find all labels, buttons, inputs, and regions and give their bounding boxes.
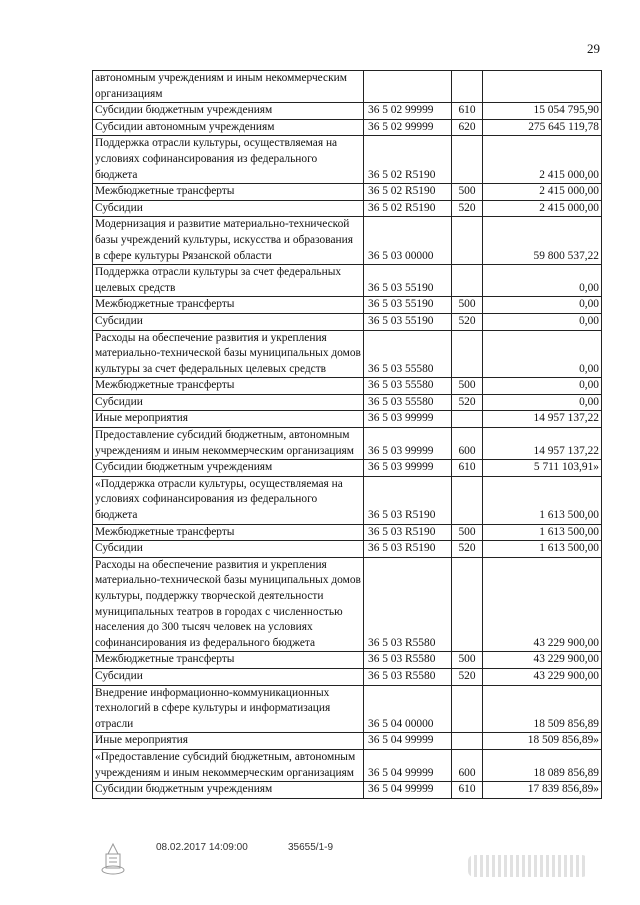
row-code: 36 5 02 99999 <box>364 119 452 136</box>
row-code: 36 5 03 99999 <box>364 460 452 477</box>
table-row <box>93 394 602 411</box>
row-code: 36 5 03 55190 <box>364 297 452 314</box>
table-row <box>93 71 602 103</box>
row-code: 36 5 03 R5190 <box>364 524 452 541</box>
row-sum: 0,00 <box>483 378 602 395</box>
footer-datetime: 08.02.2017 14:09:00 <box>156 842 248 853</box>
table-row <box>93 668 602 685</box>
table-body <box>93 71 602 799</box>
table-row <box>93 749 602 781</box>
row-code <box>364 71 452 103</box>
row-sum: 18 089 856,89 <box>483 749 602 781</box>
row-sum: 0,00 <box>483 297 602 314</box>
row-expense-type: 520 <box>452 541 483 558</box>
row-name: Субсидии бюджетным учреждениям <box>93 782 364 799</box>
row-code: 36 5 04 99999 <box>364 749 452 781</box>
row-sum: 1 613 500,00 <box>483 476 602 524</box>
row-code: 36 5 03 55580 <box>364 378 452 395</box>
row-name: «Предоставление субсидий бюджетным, автономным учреждениям и иным некоммерческим организациям <box>93 749 364 781</box>
row-name: Межбюджетные трансферты <box>93 378 364 395</box>
table-row <box>93 265 602 297</box>
row-code: 36 5 03 R5580 <box>364 557 452 652</box>
row-sum: 1 613 500,00 <box>483 524 602 541</box>
row-name: Модернизация и развитие материально-технической базы учреждений культуры, искусства и образования в сфере культуры Рязанской области <box>93 217 364 265</box>
row-expense-type <box>452 217 483 265</box>
row-code: 36 5 04 99999 <box>364 782 452 799</box>
row-name: Межбюджетные трансферты <box>93 652 364 669</box>
row-name: Субсидии <box>93 541 364 558</box>
row-expense-type <box>452 685 483 733</box>
row-sum: 0,00 <box>483 265 602 297</box>
row-sum: 5 711 103,91» <box>483 460 602 477</box>
row-code: 36 5 03 R5580 <box>364 652 452 669</box>
row-code: 36 5 03 R5580 <box>364 668 452 685</box>
row-expense-type: 520 <box>452 313 483 330</box>
table-row <box>93 733 602 750</box>
row-code: 36 5 03 55190 <box>364 313 452 330</box>
row-sum: 14 957 137,22 <box>483 411 602 428</box>
row-sum: 43 229 900,00 <box>483 668 602 685</box>
row-expense-type: 520 <box>452 394 483 411</box>
row-code: 36 5 03 99999 <box>364 428 452 460</box>
row-name: Межбюджетные трансферты <box>93 297 364 314</box>
table-row <box>93 330 602 378</box>
row-expense-type: 520 <box>452 200 483 217</box>
table-row <box>93 119 602 136</box>
row-sum: 0,00 <box>483 394 602 411</box>
faded-watermark-icon <box>468 855 588 877</box>
row-name: Иные мероприятия <box>93 411 364 428</box>
row-name: Поддержка отрасли культуры за счет федеральных целевых средств <box>93 265 364 297</box>
row-expense-type: 600 <box>452 428 483 460</box>
footer-doc-number: 35655/1-9 <box>288 842 334 853</box>
row-sum: 43 229 900,00 <box>483 652 602 669</box>
table-row <box>93 297 602 314</box>
row-name: Межбюджетные трансферты <box>93 184 364 201</box>
row-code: 36 5 02 99999 <box>364 103 452 120</box>
table-row <box>93 460 602 477</box>
table-row <box>93 782 602 799</box>
row-sum: 2 415 000,00 <box>483 200 602 217</box>
row-name: автономным учреждениям и иным некоммерческим организациям <box>93 71 364 103</box>
row-sum: 15 054 795,90 <box>483 103 602 120</box>
table-row <box>93 652 602 669</box>
row-code: 36 5 02 R5190 <box>364 184 452 201</box>
row-expense-type: 500 <box>452 524 483 541</box>
printer-stamp-icon <box>100 840 126 881</box>
row-code: 36 5 03 55190 <box>364 265 452 297</box>
row-sum: 0,00 <box>483 313 602 330</box>
row-name: Субсидии <box>93 394 364 411</box>
row-code: 36 5 03 55580 <box>364 394 452 411</box>
row-sum: 2 415 000,00 <box>483 136 602 184</box>
row-name: Расходы на обеспечение развития и укрепления материально-технической базы муниципальных домов культуры за счет федеральных целевых средств <box>93 330 364 378</box>
row-sum <box>483 71 602 103</box>
row-sum: 1 613 500,00 <box>483 541 602 558</box>
row-expense-type: 610 <box>452 103 483 120</box>
row-sum: 14 957 137,22 <box>483 428 602 460</box>
table-row <box>93 217 602 265</box>
row-expense-type: 520 <box>452 668 483 685</box>
row-name: Межбюджетные трансферты <box>93 524 364 541</box>
row-expense-type <box>452 557 483 652</box>
row-code: 36 5 03 55580 <box>364 330 452 378</box>
table-row <box>93 476 602 524</box>
row-name: Иные мероприятия <box>93 733 364 750</box>
row-name: Расходы на обеспечение развития и укрепления материально-технической базы муниципальных домов культуры, поддержку творческой деятельности муниципальных театров в городах с численностью населения до 300 тысяч человек на условиях софинансирования из федерального бюджета <box>93 557 364 652</box>
table-row <box>93 313 602 330</box>
row-expense-type: 600 <box>452 749 483 781</box>
row-expense-type: 500 <box>452 378 483 395</box>
row-expense-type <box>452 330 483 378</box>
table-row <box>93 411 602 428</box>
row-sum: 2 415 000,00 <box>483 184 602 201</box>
row-sum: 18 509 856,89 <box>483 685 602 733</box>
row-expense-type: 500 <box>452 297 483 314</box>
row-expense-type: 620 <box>452 119 483 136</box>
row-sum: 59 800 537,22 <box>483 217 602 265</box>
table-row <box>93 184 602 201</box>
table-row <box>93 136 602 184</box>
row-expense-type <box>452 476 483 524</box>
row-expense-type: 500 <box>452 184 483 201</box>
row-name: Поддержка отрасли культуры, осуществляемая на условиях софинансирования из федерального бюджета <box>93 136 364 184</box>
row-code: 36 5 02 R5190 <box>364 200 452 217</box>
row-expense-type <box>452 71 483 103</box>
row-name: Предоставление субсидий бюджетным, автономным учреждениям и иным некоммерческим организациям <box>93 428 364 460</box>
row-expense-type <box>452 265 483 297</box>
row-sum: 17 839 856,89» <box>483 782 602 799</box>
row-code: 36 5 02 R5190 <box>364 136 452 184</box>
row-name: Внедрение информационно-коммуникационных технологий в сфере культуры и информатизация отрасли <box>93 685 364 733</box>
row-code: 36 5 03 R5190 <box>364 541 452 558</box>
row-sum: 0,00 <box>483 330 602 378</box>
table-row <box>93 524 602 541</box>
table-row <box>93 557 602 652</box>
row-name: Субсидии автономным учреждениям <box>93 119 364 136</box>
row-expense-type: 500 <box>452 652 483 669</box>
row-expense-type <box>452 411 483 428</box>
row-expense-type: 610 <box>452 460 483 477</box>
row-name: Субсидии <box>93 200 364 217</box>
row-code: 36 5 04 99999 <box>364 733 452 750</box>
row-sum: 275 645 119,78 <box>483 119 602 136</box>
row-expense-type <box>452 136 483 184</box>
table-row <box>93 103 602 120</box>
row-code: 36 5 03 R5190 <box>364 476 452 524</box>
row-code: 36 5 04 00000 <box>364 685 452 733</box>
row-name: Субсидии <box>93 668 364 685</box>
row-expense-type: 610 <box>452 782 483 799</box>
row-name: «Поддержка отрасли культуры, осуществляемая на условиях софинансирования из федерального бюджета <box>93 476 364 524</box>
row-code: 36 5 03 99999 <box>364 411 452 428</box>
row-sum: 18 509 856,89» <box>483 733 602 750</box>
budget-table <box>92 70 602 799</box>
row-name: Субсидии бюджетным учреждениям <box>93 103 364 120</box>
row-code: 36 5 03 00000 <box>364 217 452 265</box>
row-sum: 43 229 900,00 <box>483 557 602 652</box>
row-name: Субсидии <box>93 313 364 330</box>
row-name: Субсидии бюджетным учреждениям <box>93 460 364 477</box>
table-row <box>93 378 602 395</box>
row-expense-type <box>452 733 483 750</box>
table-row <box>93 541 602 558</box>
page-number: 29 <box>587 41 600 56</box>
table-row <box>93 200 602 217</box>
table-row <box>93 428 602 460</box>
table-row <box>93 685 602 733</box>
